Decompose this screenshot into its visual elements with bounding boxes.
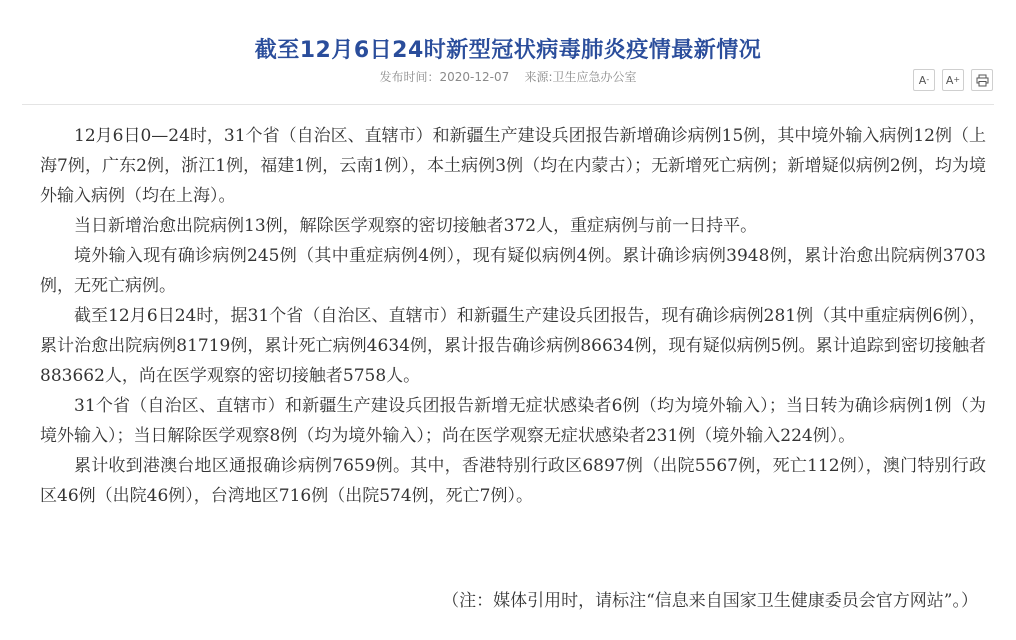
paragraph: 当日新增治愈出院病例13例，解除医学观察的密切接触者372人，重症病例与前一日持平。 [74, 216, 758, 236]
paragraph: 12月6日0—24时，31个省（自治区、直辖市）和新疆生产建设兵团报告新增确诊病例15例，其中境外输入病例12例（上海7例，广东2例，浙江1例，福建1例，云南1例），本土病例3例（均在内蒙古）；无新增死亡病例；新增疑似病例2例，均为境外输入病例（均在上海）。 [40, 126, 986, 206]
publish-label: 发布时间： [379, 70, 440, 84]
font-decrease-button[interactable]: A - [913, 69, 935, 91]
article-body [40, 121, 986, 511]
publish-date: 2020-12-07 [439, 70, 510, 84]
paragraph: 境外输入现有确诊病例245例（其中重症病例4例），现有疑似病例4例。累计确诊病例3948例，累计治愈出院病例3703例，无死亡病例。 [40, 246, 986, 296]
paragraph: 截至12月6日24时，据31个省（自治区、直辖市）和新疆生产建设兵团报告，现有确诊病例281例（其中重症病例6例），累计治愈出院病例81719例，累计死亡病例4634例，累计报告确诊病例86634例，现有疑似病例5例。累计追踪到密切接触者883662人，尚在医学观察的密切接触者5758人。 [40, 306, 986, 386]
print-button[interactable] [971, 69, 993, 91]
article-toolbar [913, 69, 993, 91]
source-name: 卫生应急办公室 [552, 70, 637, 84]
header-divider [22, 104, 994, 105]
font-increase-button[interactable]: A + [942, 69, 964, 91]
paragraph: 31个省（自治区、直辖市）和新疆生产建设兵团报告新增无症状感染者6例（均为境外输入）；当日转为确诊病例1例（为境外输入）；当日解除医学观察8例（均为境外输入）；尚在医学观察无症状感染者231例（境外输入224例）。 [40, 396, 986, 446]
article-meta [0, 68, 1016, 85]
print-icon [976, 74, 989, 87]
paragraph: 累计收到港澳台地区通报确诊病例7659例。其中，香港特别行政区6897例（出院5567例，死亡112例），澳门特别行政区46例（出院46例），台湾地区716例（出院574例，死亡7例）。 [40, 456, 986, 506]
font-increase-label: A [945, 73, 954, 87]
font-decrease-label: A [918, 73, 927, 87]
citation-note: （注：媒体引用时，请标注“信息来自国家卫生健康委员会官方网站”。） [442, 591, 978, 611]
page-title: 截至12月6日24时新型冠状病毒肺炎疫情最新情况 [254, 37, 762, 63]
source-label: 来源: [524, 70, 553, 84]
